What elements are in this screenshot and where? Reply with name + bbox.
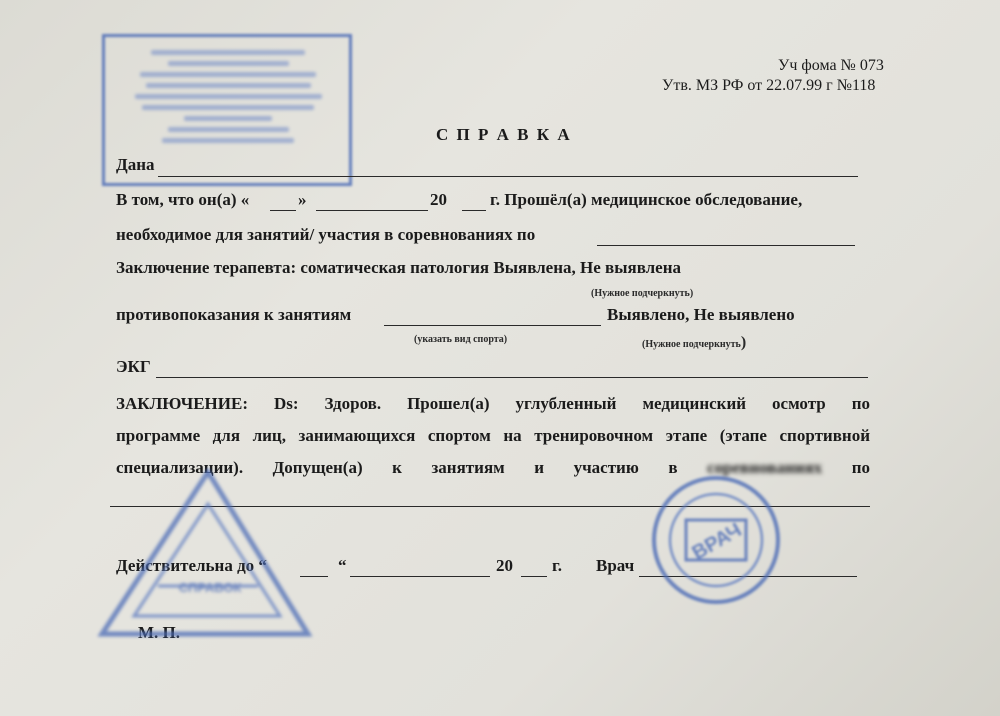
form-number: Уч фома № 073 xyxy=(778,57,884,74)
contraindications-field[interactable] xyxy=(384,325,601,326)
blurred-word: соревнованиях xyxy=(707,458,823,477)
underline-note-1: (Нужное подчеркнуть) xyxy=(591,288,694,299)
valid-until-label: Действительна до “ xyxy=(116,556,267,575)
doctor-label: Врач xyxy=(596,556,635,575)
valid-year-field[interactable] xyxy=(521,576,547,577)
date-day-field[interactable] xyxy=(270,210,296,211)
valid-year-prefix: 20 xyxy=(496,556,513,575)
document-title: С П Р А В К А xyxy=(436,125,572,144)
conclusion-line-1: ЗАКЛЮЧЕНИЕ: Ds: Здоров. Прошел(а) углубленный медицинский осмотр по xyxy=(116,394,870,413)
ecg-field[interactable] xyxy=(156,377,868,378)
sport-note: (указать вид спорта) xyxy=(414,334,508,345)
contraindications-options: Выявлено, Не выявлено xyxy=(607,305,795,324)
exam-passed-text: г. Прошёл(а) медицинское обследование, xyxy=(490,190,803,209)
issued-to-label: Дана xyxy=(116,155,155,174)
underline-note-2: (Нужное подчеркнуть) xyxy=(642,334,747,351)
date-line-prefix: В том, что он(а) « xyxy=(116,190,250,209)
contraindications-label: противопоказания к занятиям xyxy=(116,305,352,324)
date-month-field[interactable] xyxy=(316,210,428,211)
round-stamp-text: ВРАЧ xyxy=(688,518,746,565)
date-year-prefix: 20 xyxy=(430,190,447,209)
conclusion-line-3-end: по xyxy=(851,458,870,477)
date-year-field[interactable] xyxy=(462,210,486,211)
seal-place-label: М. П. xyxy=(138,623,181,642)
approval-line: Утв. МЗ РФ от 22.07.99 г №118 xyxy=(662,77,876,94)
conclusion-line-3-text: специализации). Допущен(а) к занятиям и участию в xyxy=(116,458,678,477)
triangle-stamp-text: СПРАВОК xyxy=(178,580,242,595)
sport-line-text: необходимое для занятий/ участия в соревнованиях по xyxy=(116,225,536,244)
valid-year-suffix: г. xyxy=(552,556,563,575)
round-doctor-stamp xyxy=(646,470,786,610)
institution-stamp-text xyxy=(118,44,338,149)
valid-quote: “ xyxy=(338,556,347,575)
triangle-stamp xyxy=(88,466,328,646)
valid-month-field[interactable] xyxy=(350,576,490,577)
issued-to-field[interactable] xyxy=(158,176,858,177)
ecg-label: ЭКГ xyxy=(116,357,151,376)
sport-field[interactable] xyxy=(597,245,855,246)
conclusion-line-2: программе для лиц, занимающихся спортом на тренировочном этапе (этапе спортивной xyxy=(116,426,870,445)
therapist-conclusion: Заключение терапевта: соматическая патология Выявлена, Не выявлена xyxy=(116,258,682,277)
date-quote-close: » xyxy=(298,190,307,209)
